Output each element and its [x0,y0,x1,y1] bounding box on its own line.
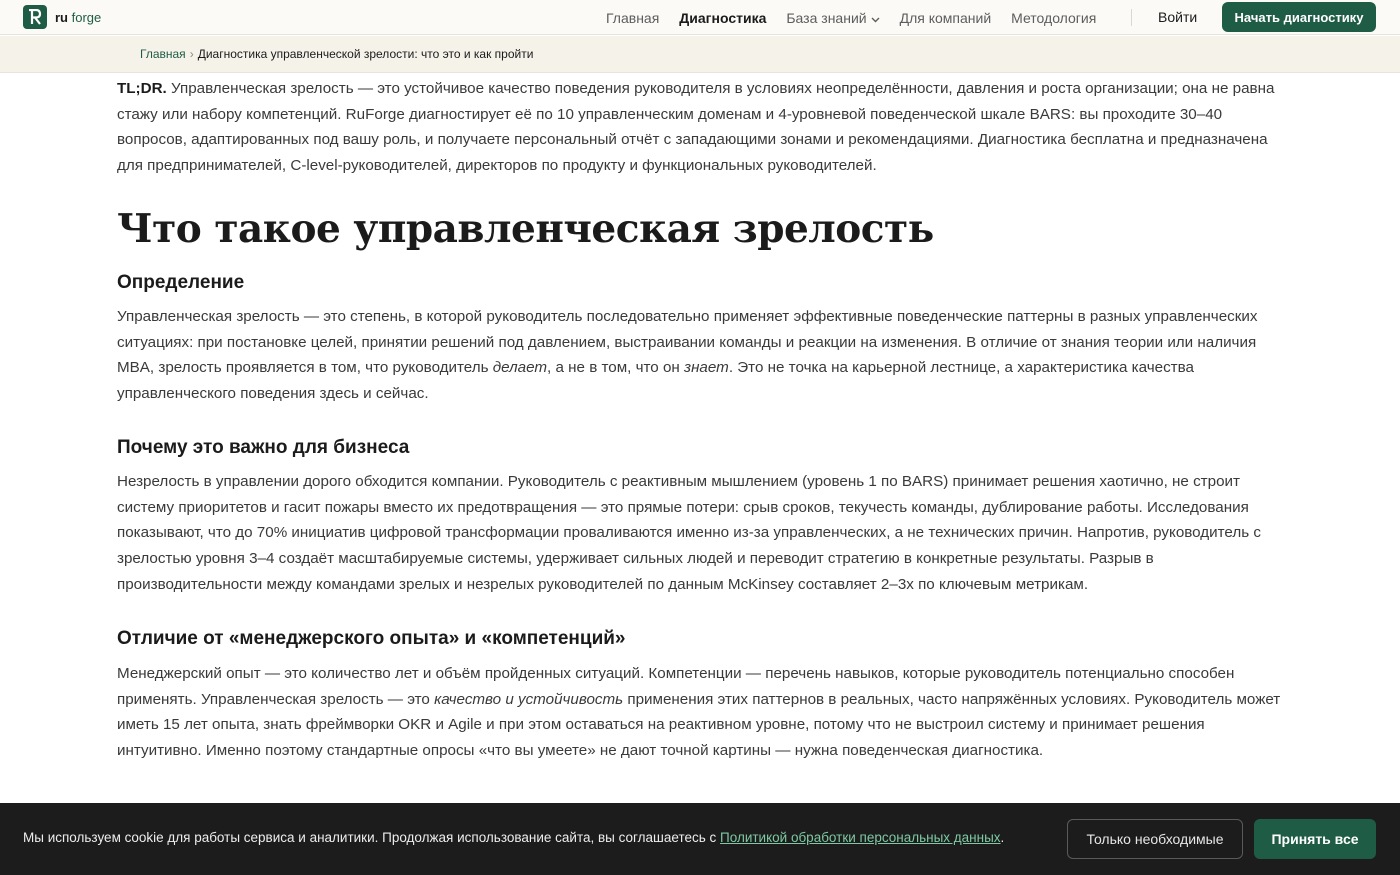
section-definition-text [117,304,1287,407]
section-definition-title: Определение [117,272,245,293]
cookie-text [23,830,1004,845]
nav-divider [1131,9,1132,26]
breadcrumb-current: Диагностика управленческой зрелости: что это и как пройти [197,47,534,61]
logo[interactable] [23,5,101,29]
s3-part1: Менеджерский опыт — это количество лет и объём пройденных ситуаций. Компетенции — перечень навыков, которые руководитель потенциально способен применять. Управленческая зрелость — это [117,665,1235,708]
s1-em1: делает [492,359,548,377]
breadcrumb-separator: › [189,47,194,61]
privacy-policy-link[interactable]: Политикой обработки персональных данных [720,830,1001,845]
chevron-down-icon [871,10,880,26]
login-link[interactable]: Войти [1158,9,1198,25]
breadcrumb [0,36,1400,73]
section-importance-text: Незрелость в управлении дорого обходится компании. Руководитель с реактивным мышлением (уровень 1 по BARS) принимает решения хаотично, не строит систему приоритетов и гасит пожары вместо их предотвращения — это прямые потери: срыв сроков, текучесть команды, дублирование работы. Исследования показывают, что до 70% инициатив цифровой трансформации проваливаются именно из-за управленческих, а не технических причин. Напротив, руководитель с зрелостью уровня 3–4 создаёт масштабируемые системы, удерживает сильных людей и переводит стратегию в конкретные результаты. Разрыв в производительности между командами зрелых и незрелых руководителей по данным McKinsey составляет 2–3x по ключевым метрикам. [117,473,1261,593]
tldr-paragraph [117,76,1287,179]
section-difference-text [117,661,1287,764]
main-nav [606,0,1116,35]
tldr-label: TL;DR. [117,80,167,97]
necessary-only-button[interactable]: Только необходимые [1067,819,1243,859]
nav-diagnostics[interactable]: Диагностика [679,9,767,26]
logo-forge: forge [71,9,102,25]
s3-em: качество и устойчивость [434,690,624,708]
nav-home[interactable]: Главная [606,9,660,26]
s1-part3: . Это не точка на карьерной лестнице, а характеристика качества управленческого поведения здесь и сейчас. [117,359,1194,403]
nav-knowledge-base-label: База знаний [786,9,867,26]
breadcrumb-home[interactable]: Главная [140,47,186,61]
section-importance-title: Почему это важно для бизнеса [117,437,410,458]
cookie-period: . [1000,830,1005,845]
tldr-text: Управленческая зрелость — это устойчивое качество поведения руководителя в условиях неопределённости, давления и роста организации; она не равна стажу или набору компетенций. RuForge диагностирует её по 10 управленческим доменам и 4-уровневой поведенческой шкале BARS: вы проходите 30–40 вопросов, адаптированных под вашу роль, и получаете персональный отчёт с западающими зонами и рекомендациями. Диагностика бесплатна и предназначена для предпринимателей, C-level-руководителей, директоров по продукту и функциональных руководителей. [117,80,1275,175]
nav-methodology[interactable]: Методология [1011,9,1097,26]
s1-part1: Управленческая зрелость — это степень, в которой руководитель последовательно применяет эффективные поведенческие паттерны в разных управленческих ситуациях: при постановке целей, принятии решений под давлением, выстраивании команды и реакции на изменения. В отличие от знания теории или наличия MBA, зрелость проявляется в том, что руководитель [117,308,1258,377]
cookie-banner [0,803,1400,875]
section-difference-title: Отличие от «менеджерского опыта» и «компетенций» [117,628,626,649]
s1-em2: знает [684,359,729,377]
cookie-message: Мы используем cookie для работы сервиса и аналитики. Продолжая использование сайта, вы соглашаетесь с [23,830,721,845]
nav-knowledge-base[interactable] [786,10,879,26]
site-header [0,0,1400,35]
s3-part2: применения этих паттернов в реальных, часто напряжённых условиях. Руководитель может иметь 15 лет опыта, знать фреймворки OKR и Agile и при этом оставаться на реактивном уровне, потому что не выстроил систему и принимает решения интуитивно. Именно поэтому стандартные опросы «что вы умеете» не дают точной картины — нужна поведенческая диагностика. [117,690,1281,760]
accept-all-button[interactable]: Принять все [1254,819,1376,859]
logo-text [55,10,101,25]
s1-part2: , а не в том, что он [547,359,685,377]
nav-for-companies[interactable]: Для компаний [899,9,992,26]
logo-mark-icon [23,5,47,29]
start-diagnostics-button[interactable]: Начать диагностику [1222,2,1376,32]
logo-ru: ru [55,9,68,25]
page-title: Что такое управленческая зрелость [117,206,934,252]
